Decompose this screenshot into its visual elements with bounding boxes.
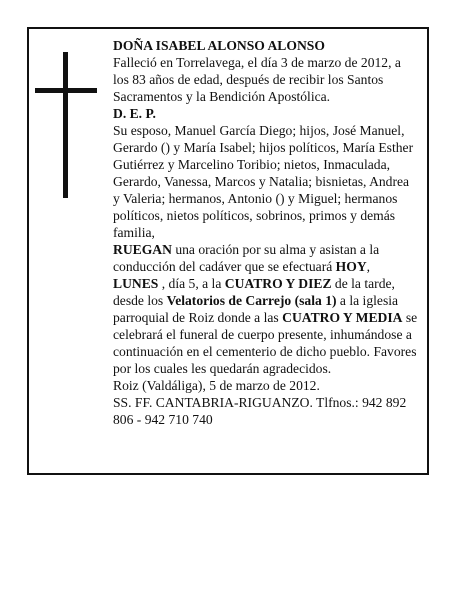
hour-funeral: CUATRO Y MEDIA <box>282 310 403 325</box>
request-text-3: , día 5, a la <box>158 276 225 291</box>
request-text-1: una oración por su alma y asistan a la conducción del cadáver que se efectuará <box>113 242 380 274</box>
request-text-6: se celebrará el funeral de cuerpo presente, inhumándose a continuación en el cementerio de dicho pueblo. Favores por los cuales les quedarán agradecidos. <box>113 310 418 376</box>
dep-line: D. E. P. <box>113 106 156 121</box>
hoy-label: HOY <box>335 259 367 274</box>
funeral-home: SS. FF. CANTABRIA-RIGUANZO. Tlfnos.: 942 892 806 - 942 710 740 <box>113 395 407 427</box>
velatorio-name: Velatorios de Carrejo (sala 1) <box>166 293 337 308</box>
obituary-text <box>113 37 418 428</box>
family-list: Su esposo, Manuel García Diego; hijos, José Manuel, Gerardo () y María Isabel; hijos políticos, María Esther Gutiérrez y Marcelino Toribio; nietos, Inmaculada, Gerardo, Vanessa, Marcos y Natalia; bisnietas, Andrea y Valeria; hermanos, Antonio () y Miguel; hermanos políticos, nietos políticos, sobrinos, primos y demás familia, <box>113 123 414 240</box>
ruegan-label: RUEGAN <box>113 242 172 257</box>
request-paragraph <box>113 241 418 377</box>
hour-conduction: CUATRO Y DIEZ <box>224 276 332 291</box>
request-text-2: , <box>366 259 371 274</box>
death-info: Falleció en Torrelavega, el día 3 de marzo de 2012, a los 83 años de edad, después de recibir los Santos Sacramentos y la Bendición Apostólica. <box>113 55 401 104</box>
request-text-5: a la iglesia parroquial de Roiz donde a las <box>113 293 399 325</box>
place-date: Roiz (Valdáliga), 5 de marzo de 2012. <box>113 378 320 393</box>
request-text-4: de la tarde, desde los <box>113 276 395 308</box>
lunes-label: LUNES <box>113 276 159 291</box>
deceased-name: DOÑA ISABEL ALONSO ALONSO <box>113 38 325 53</box>
latin-cross-icon <box>35 52 97 198</box>
